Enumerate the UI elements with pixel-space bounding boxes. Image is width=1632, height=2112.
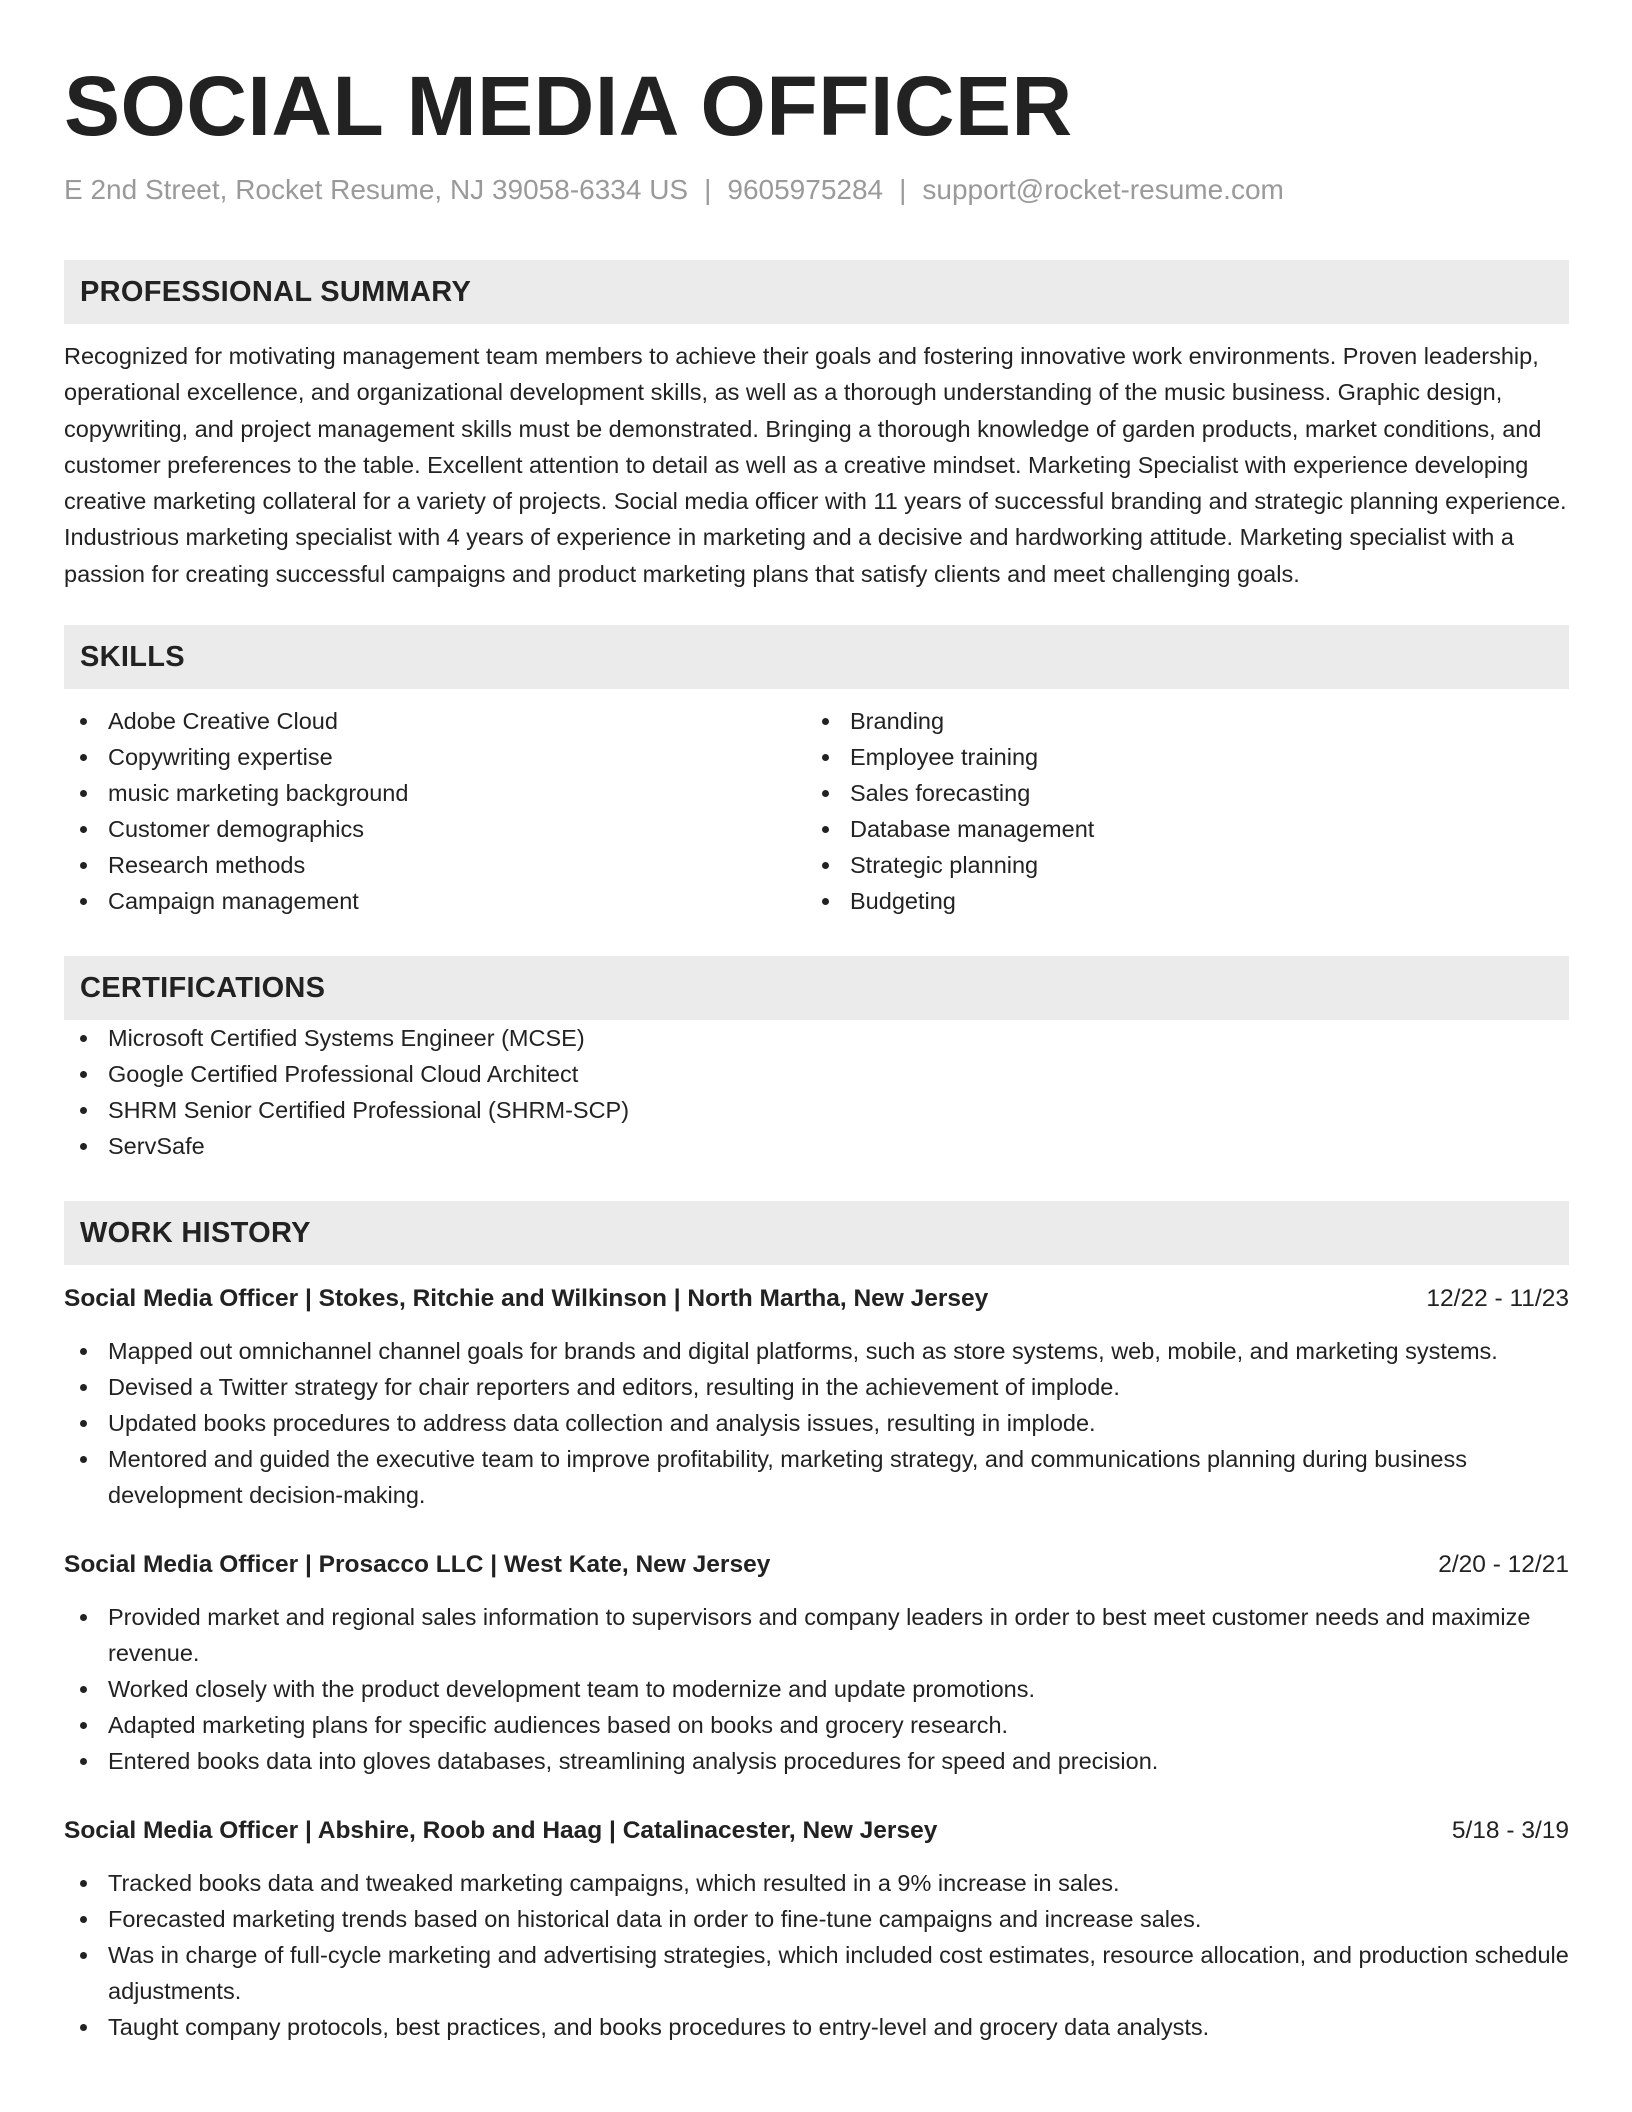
bullet-icon (822, 826, 829, 833)
bullet-icon (80, 1384, 87, 1391)
skill-item: music marketing background (64, 775, 806, 811)
bullet-icon (80, 790, 87, 797)
resume-name-title: SOCIAL MEDIA OFFICER (64, 59, 1073, 153)
certifications-list (64, 1020, 1569, 1164)
bullet-icon (80, 718, 87, 725)
skill-item: Strategic planning (806, 847, 1548, 883)
job-bullet: Provided market and regional sales information to supervisors and company leaders in order to best meet customer needs and maximize revenue. (64, 1599, 1569, 1671)
bullet-icon (80, 1107, 87, 1114)
job-bullet: Taught company protocols, best practices, and books procedures to entry-level and grocery data analysts. (64, 2009, 1569, 2045)
contact-separator: | (899, 174, 907, 205)
job-bullet: Forecasted marketing trends based on historical data in order to fine-tune campaigns and increase sales. (64, 1901, 1569, 1937)
job-bullet: Devised a Twitter strategy for chair reporters and editors, resulting in the achievement of implode. (64, 1369, 1569, 1405)
contact-line (64, 172, 1569, 208)
bullet-icon (80, 898, 87, 905)
contact-separator: | (704, 174, 712, 205)
job-heading: Social Media Officer | Prosacco LLC | West Kate, New Jersey (64, 1551, 771, 1579)
skills-column-right (806, 703, 1548, 919)
skills-columns (64, 703, 1569, 919)
skill-item: Branding (806, 703, 1548, 739)
job-bullet: Tracked books data and tweaked marketing campaigns, which resulted in a 9% increase in sales. (64, 1865, 1569, 1901)
certification-item: Google Certified Professional Cloud Architect (64, 1056, 1569, 1092)
job-heading-line (64, 1813, 1569, 1849)
bullet-icon (80, 1880, 87, 1887)
job-entry (64, 1281, 1569, 1513)
skills-list-right (806, 703, 1548, 919)
certification-item: Microsoft Certified Systems Engineer (MCSE) (64, 1020, 1569, 1056)
section-header-summary: PROFESSIONAL SUMMARY (64, 260, 1569, 324)
skill-item: Employee training (806, 739, 1548, 775)
certification-item: SHRM Senior Certified Professional (SHRM-SCP) (64, 1092, 1569, 1128)
contact-phone: 9605975284 (727, 174, 884, 205)
contact-email: support@rocket-resume.com (922, 174, 1284, 205)
skills-list-left (64, 703, 806, 919)
job-bullet: Mapped out omnichannel channel goals for brands and digital platforms, such as store systems, web, mobile, and marketing systems. (64, 1333, 1569, 1369)
job-bullet: Updated books procedures to address data collection and analysis issues, resulting in implode. (64, 1405, 1569, 1441)
job-entry (64, 1547, 1569, 1779)
bullet-icon (80, 1916, 87, 1923)
job-bullets (64, 1333, 1569, 1513)
job-bullets (64, 1599, 1569, 1779)
job-dates: 12/22 - 11/23 (1426, 1285, 1569, 1313)
bullet-icon (822, 898, 829, 905)
job-bullet: Was in charge of full-cycle marketing and advertising strategies, which included cost estimates, resource allocation, and production schedule adjustments. (64, 1937, 1569, 2009)
bullet-icon (822, 790, 829, 797)
skill-item: Research methods (64, 847, 806, 883)
bullet-icon (80, 1035, 87, 1042)
bullet-icon (80, 1456, 87, 1463)
job-heading: Social Media Officer | Stokes, Ritchie and Wilkinson | North Martha, New Jersey (64, 1285, 989, 1313)
job-heading-line (64, 1547, 1569, 1583)
section-header-skills: SKILLS (64, 625, 1569, 689)
bullet-icon (80, 826, 87, 833)
job-dates: 2/20 - 12/21 (1438, 1551, 1569, 1579)
job-bullet: Adapted marketing plans for specific audiences based on books and grocery research. (64, 1707, 1569, 1743)
summary-text: Recognized for motivating management team members to achieve their goals and fostering innovative work environments. Proven leadership, operational excellence, and organizational development skills, as well as a thorough understanding of the music business. Graphic design, copywriting, and project management skills must be demonstrated. Bringing a thorough knowledge of garden products, market conditions, and customer preferences to the table. Excellent attention to detail as well as a creative mindset. Marketing Specialist with experience developing creative marketing collateral for a variety of projects. Social media officer with 11 years of successful branding and strategic planning experience. Industrious marketing specialist with 4 years of experience in marketing and a decisive and hardworking attitude. Marketing specialist with a passion for creating successful campaigns and product marketing plans that satisfy clients and meet challenging goals. (64, 343, 1567, 587)
bullet-icon (80, 862, 87, 869)
resume-page (64, 0, 1569, 2045)
job-dates: 5/18 - 3/19 (1451, 1817, 1569, 1845)
bullet-icon (80, 1143, 87, 1150)
bullet-icon (80, 1686, 87, 1693)
job-bullet: Mentored and guided the executive team to improve profitability, marketing strategy, and communications planning during business development decision-making. (64, 1441, 1569, 1513)
bullet-icon (80, 1722, 87, 1729)
bullet-icon (822, 862, 829, 869)
job-bullet: Entered books data into gloves databases, streamlining analysis procedures for speed and precision. (64, 1743, 1569, 1779)
job-bullet: Worked closely with the product development team to modernize and update promotions. (64, 1671, 1569, 1707)
job-heading-line (64, 1281, 1569, 1317)
skill-item: Adobe Creative Cloud (64, 703, 806, 739)
job-bullets (64, 1865, 1569, 2045)
bullet-icon (80, 1420, 87, 1427)
skill-item: Sales forecasting (806, 775, 1548, 811)
bullet-icon (80, 754, 87, 761)
bullet-icon (822, 718, 829, 725)
section-header-work-history: WORK HISTORY (64, 1201, 1569, 1265)
contact-address: E 2nd Street, Rocket Resume, NJ 39058-6334 US (64, 174, 689, 205)
skill-item: Campaign management (64, 883, 806, 919)
job-heading: Social Media Officer | Abshire, Roob and Haag | Catalinacester, New Jersey (64, 1817, 938, 1845)
job-entry (64, 1813, 1569, 2045)
bullet-icon (80, 1952, 87, 1959)
skill-item: Copywriting expertise (64, 739, 806, 775)
section-header-certifications: CERTIFICATIONS (64, 956, 1569, 1020)
skill-item: Customer demographics (64, 811, 806, 847)
skill-item: Database management (806, 811, 1548, 847)
bullet-icon (80, 1614, 87, 1621)
skills-column-left (64, 703, 806, 919)
bullet-icon (80, 1071, 87, 1078)
bullet-icon (80, 1348, 87, 1355)
skill-item: Budgeting (806, 883, 1548, 919)
certification-item: ServSafe (64, 1128, 1569, 1164)
bullet-icon (80, 2024, 87, 2031)
bullet-icon (80, 1758, 87, 1765)
bullet-icon (822, 754, 829, 761)
